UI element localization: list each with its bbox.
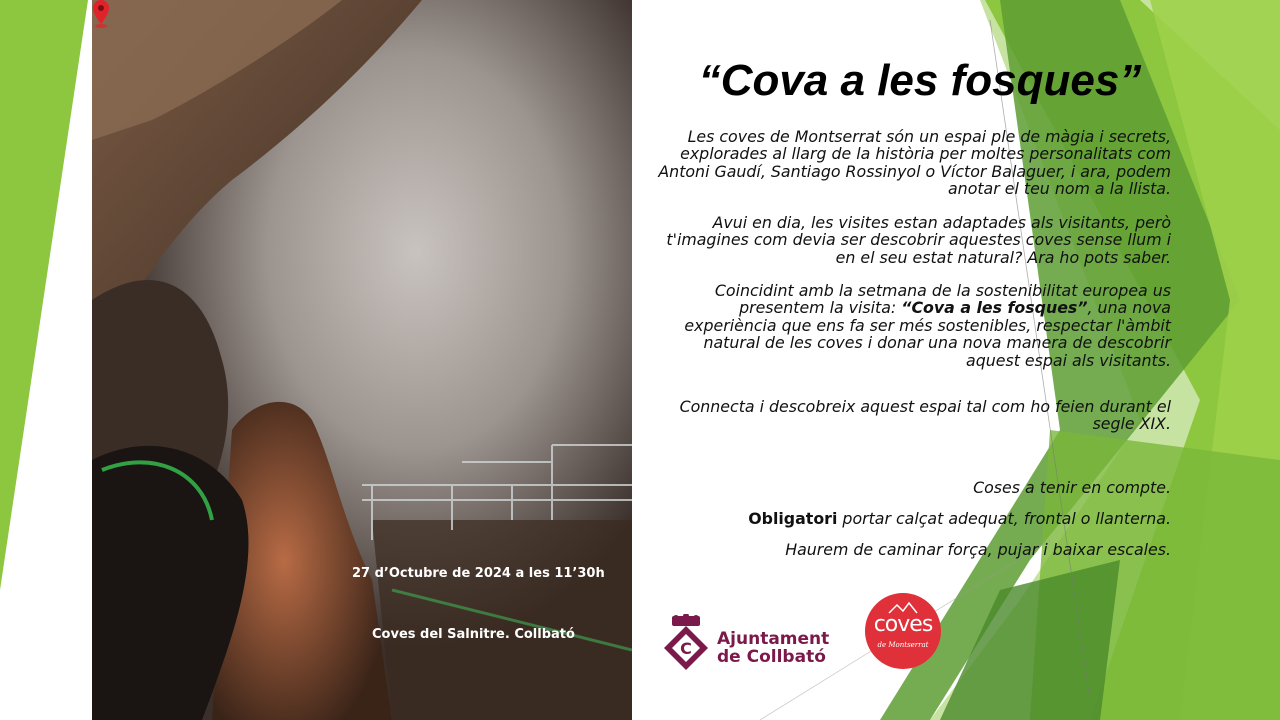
mandatory-text: portar calçat adequat, frontal o llanterna. — [837, 509, 1171, 528]
paragraph-connect: Connecta i descobreix aquest espai tal com ho feien durant el segle XIX. — [679, 397, 1171, 434]
visit-name: “Cova a les fosques” — [901, 298, 1088, 318]
paragraph-notes-heading: Coses a tenir en compte. — [973, 478, 1171, 497]
svg-text:C: C — [680, 639, 692, 658]
paragraph-intro: Les coves de Montserrat són un espai ple de màgia i secrets, explorades al llarg de la història per moltes personalitats com Antoni Gaudí, Santiago Rossinyol o Víctor Balaguer, i ara, podem anotar el teu nom a la llista. — [658, 127, 1171, 199]
ajuntament-line-2: de Collbató — [717, 647, 826, 667]
coves-logo-text: coves — [873, 612, 933, 637]
coves-logo-subtext: de Montserrat — [877, 641, 929, 649]
paragraph-walking: Haurem de caminar força, pujar i baixar escales. — [785, 540, 1171, 559]
cave-photo — [92, 0, 632, 720]
event-location: Coves del Salnitre. Collbató — [372, 627, 575, 642]
event-date: 27 d’Octubre de 2024 a les 11’30h — [352, 566, 605, 581]
paragraph-mandatory — [650, 510, 1171, 527]
cave-photo-illustration — [92, 0, 632, 720]
mandatory-label: Obligatori — [748, 509, 838, 528]
ajuntament-logo-text — [717, 630, 829, 666]
location-pin-icon — [92, 0, 110, 28]
page-title: “Cova a les fosques” — [698, 56, 1142, 105]
paragraph-today: Avui en dia, les visites estan adaptades als visitants, però t'imagines com devia ser descobrir aquestes coves sense llum i en el seu estat natural? Ara ho pots saber. — [666, 213, 1171, 267]
paragraph-sustainability-end: , una nova experiència que ens fa ser més sostenibles, respectar l'àmbit natural de les coves i donar una nova manera de descobrir aquest espai als visitants. — [684, 298, 1171, 370]
paragraph-sustainability — [650, 282, 1171, 369]
ajuntament-line-1: Ajuntament — [717, 629, 830, 649]
paragraph-sustainability-start: Coincidint amb la setmana de la sostenibilitat europea us presentem la visita: — [714, 281, 1171, 318]
